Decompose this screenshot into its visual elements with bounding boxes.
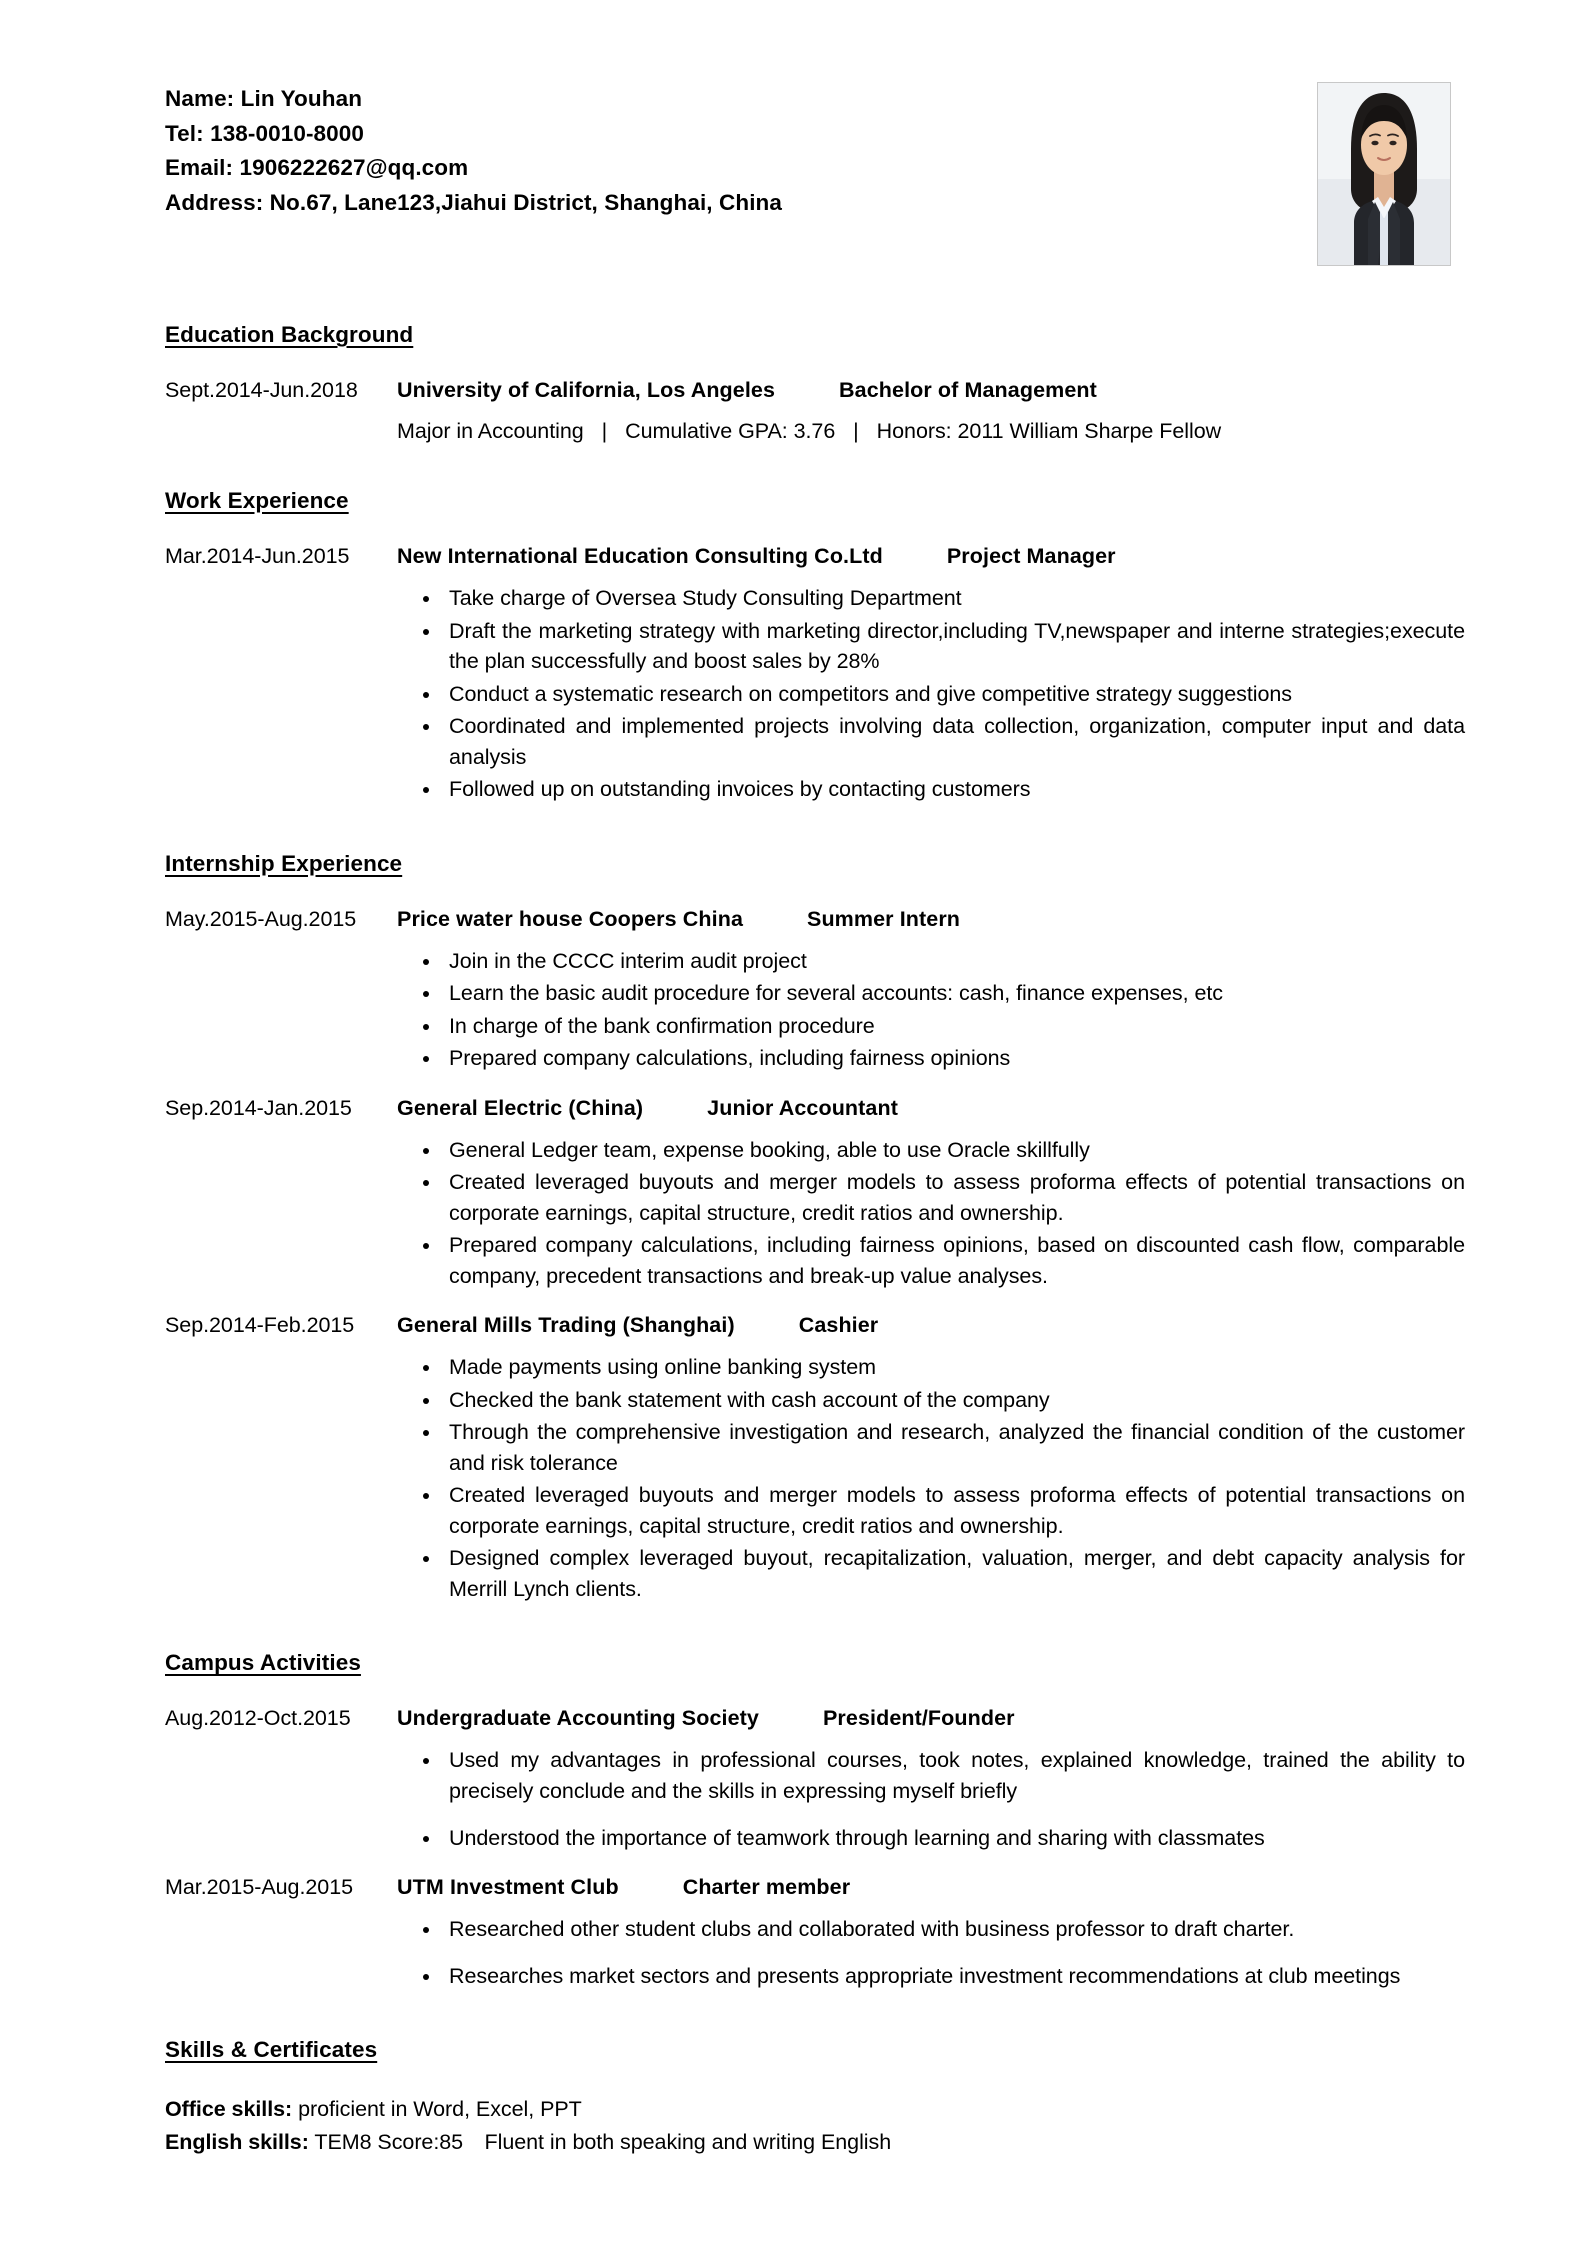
- list-item: Take charge of Oversea Study Consulting Department: [415, 583, 1469, 614]
- internship-entry: [165, 1311, 1469, 1604]
- section-title-skills: Skills & Certificates: [165, 2037, 378, 2063]
- education-major: Major in Accounting: [397, 419, 584, 444]
- list-item: Made payments using online banking system: [415, 1352, 1469, 1383]
- skill-line-english: [165, 2126, 1469, 2159]
- skill-label: Office skills:: [165, 2097, 293, 2122]
- list-item: Draft the marketing strategy with marketing director,including TV,newspaper and interne strategies;execute the plan successfully and boost sales by 28%: [415, 616, 1469, 677]
- section-title-internship: Internship Experience: [165, 850, 403, 876]
- skill-value: proficient in Word, Excel, PPT: [292, 2097, 582, 2122]
- work-entry: [165, 542, 1469, 805]
- education-honors: Honors: 2011 William Sharpe Fellow: [876, 419, 1222, 444]
- entry-date: Sept.2014-Jun.2018: [165, 378, 358, 402]
- skill-line-office: [165, 2093, 1469, 2126]
- section-title-campus: Campus Activities: [165, 1650, 361, 1676]
- entry-organization: New International Education Consulting Co.Ltd: [397, 544, 883, 569]
- entry-date: Aug.2012-Oct.2015: [165, 1706, 351, 1731]
- section-title-education: Education Background: [165, 322, 414, 347]
- internship-entry: [165, 905, 1469, 1074]
- entry-head: [165, 1704, 1469, 1733]
- bullet-list: [165, 946, 1469, 1074]
- entry-organization: Price water house Coopers China: [397, 906, 743, 931]
- entry-head: [165, 905, 1469, 934]
- entry-role: Summer Intern: [807, 906, 961, 931]
- section-title-work: Work Experience: [165, 488, 349, 514]
- list-item: Join in the CCCC interim audit project: [415, 946, 1469, 977]
- list-item: Researches market sectors and presents appropriate investment recommendations at club meetings: [415, 1961, 1469, 1992]
- entry-role: Cashier: [798, 1313, 879, 1338]
- detail-separator: |: [601, 419, 608, 444]
- contact-block: [165, 62, 782, 221]
- entry-role: Junior Accountant: [707, 1095, 898, 1120]
- detail-separator: |: [853, 419, 859, 444]
- internship-entry: [165, 1094, 1469, 1292]
- entry-role: Bachelor of Management: [839, 378, 1097, 402]
- list-item: Designed complex leveraged buyout, recapitalization, valuation, merger, and debt capacity analysis for Merrill Lynch clients.: [415, 1543, 1469, 1604]
- list-item: Created leveraged buyouts and merger models to assess proforma effects of potential transactions on corporate earnings, capital structure, credit ratios and ownership.: [415, 1167, 1469, 1228]
- entry-organization: Undergraduate Accounting Society: [397, 1706, 759, 1731]
- entry-head: [165, 542, 1469, 571]
- bullet-list: [165, 583, 1469, 805]
- contact-email: Email: 1906222627@qq.com: [165, 155, 469, 181]
- contact-name: Name: Lin Youhan: [165, 86, 363, 111]
- entry-role: Charter member: [682, 1875, 851, 1900]
- entry-organization: General Electric (China): [397, 1095, 644, 1120]
- list-item: Understood the importance of teamwork through learning and sharing with classmates: [415, 1823, 1469, 1854]
- entry-head: [165, 1873, 1469, 1902]
- list-item: Followed up on outstanding invoices by contacting customers: [415, 774, 1469, 805]
- bullet-list: [165, 1135, 1469, 1292]
- list-item: Through the comprehensive investigation and research, analyzed the financial condition of the customer and risk tolerance: [415, 1417, 1469, 1478]
- list-item: Coordinated and implemented projects involving data collection, organization, computer input and data analysis: [415, 711, 1469, 772]
- entry-head: [165, 1311, 1469, 1340]
- entry-organization: UTM Investment Club: [397, 1875, 619, 1900]
- list-item: Created leveraged buyouts and merger models to assess proforma effects of potential transactions on corporate earnings, capital structure, credit ratios and ownership.: [415, 1480, 1469, 1541]
- education-entry: [165, 376, 1469, 444]
- skill-label: English skills:: [165, 2130, 309, 2155]
- list-item: Researched other student clubs and collaborated with business professor to draft charter.: [415, 1914, 1469, 1945]
- entry-date: Sep.2014-Feb.2015: [165, 1313, 355, 1338]
- education-details: [397, 419, 1469, 444]
- entry-organization: General Mills Trading (Shanghai): [397, 1313, 735, 1338]
- entry-head: [165, 1094, 1469, 1123]
- education-gpa: Cumulative GPA: 3.76: [625, 419, 836, 444]
- entry-date: Mar.2015-Aug.2015: [165, 1875, 354, 1900]
- entry-organization: University of California, Los Angeles: [397, 378, 776, 402]
- entry-date: Sep.2014-Jan.2015: [165, 1095, 352, 1120]
- entry-role: Project Manager: [946, 544, 1116, 569]
- skills-block: [165, 2093, 1469, 2160]
- entry-head: [165, 376, 1469, 405]
- list-item: Prepared company calculations, including fairness opinions, based on discounted cash flow, comparable company, precedent transactions and break-up value analyses.: [415, 1230, 1469, 1291]
- campus-entry: [165, 1873, 1469, 1991]
- list-item: In charge of the bank confirmation procedure: [415, 1011, 1469, 1042]
- contact-tel: Tel: 138-0010-8000: [165, 120, 365, 146]
- list-item: Learn the basic audit procedure for several accounts: cash, finance expenses, etc: [415, 978, 1469, 1009]
- list-item: Checked the bank statement with cash account of the company: [415, 1385, 1469, 1416]
- list-item: Prepared company calculations, including fairness opinions: [415, 1043, 1469, 1074]
- skill-value: TEM8 Score:85 Fluent in both speaking and writing English: [308, 2130, 892, 2155]
- bullet-list: [165, 1914, 1469, 1991]
- list-item: Conduct a systematic research on competitors and give competitive strategy suggestions: [415, 679, 1469, 710]
- list-item: General Ledger team, expense booking, able to use Oracle skillfully: [415, 1135, 1469, 1166]
- entry-date: Mar.2014-Jun.2015: [165, 544, 350, 569]
- list-item: Used my advantages in professional courses, took notes, explained knowledge, trained the ability to precisely conclude and the skills in expressing myself briefly: [415, 1745, 1469, 1806]
- bullet-list: [165, 1745, 1469, 1853]
- contact-address: Address: No.67, Lane123,Jiahui District, Shanghai, China: [165, 189, 783, 215]
- portrait-photo: [1317, 82, 1451, 266]
- entry-date: May.2015-Aug.2015: [165, 906, 357, 931]
- resume-header: [165, 62, 1469, 266]
- bullet-list: [165, 1352, 1469, 1604]
- entry-role: President/Founder: [822, 1706, 1015, 1731]
- campus-entry: [165, 1704, 1469, 1853]
